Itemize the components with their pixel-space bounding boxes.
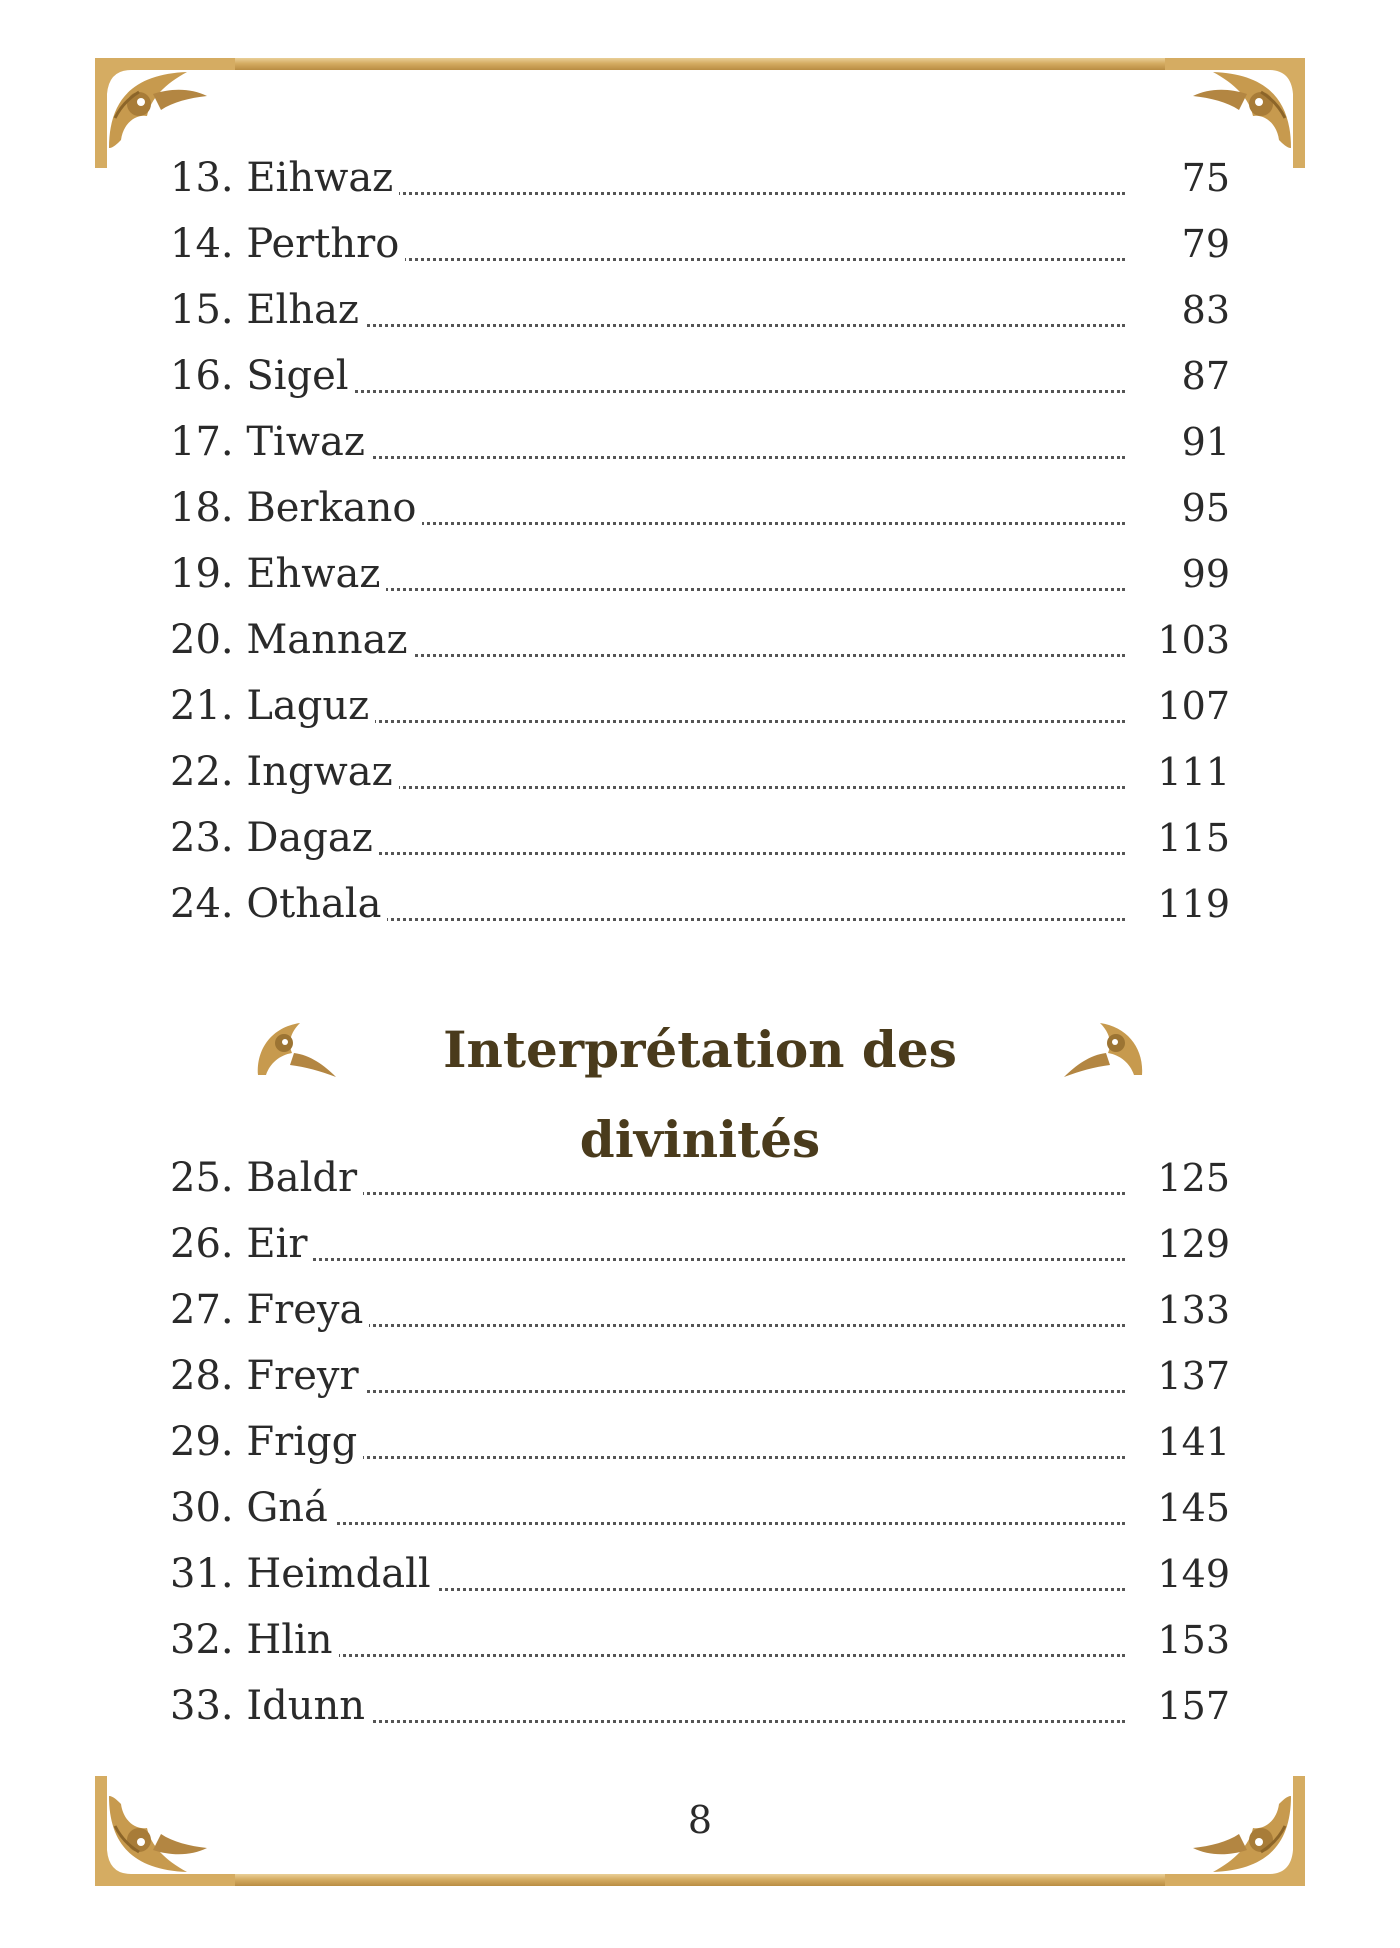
- toc-entry[interactable]: [170, 214, 1230, 274]
- toc-entry[interactable]: [170, 544, 1230, 604]
- toc-entry-title: 23. Dagaz: [170, 808, 379, 868]
- toc-entry[interactable]: [170, 1148, 1230, 1208]
- toc-entry[interactable]: [170, 1280, 1230, 1340]
- toc-entry[interactable]: [170, 1610, 1230, 1670]
- bird-head-ornament-icon: [250, 1013, 340, 1083]
- toc-entry-page: 95: [1181, 486, 1230, 530]
- toc-entry[interactable]: [170, 1214, 1230, 1274]
- toc-entry[interactable]: [170, 742, 1230, 802]
- toc-entry-title: 16. Sigel: [170, 346, 355, 406]
- bird-head-ornament-icon: [1060, 1013, 1150, 1083]
- toc-entry-title: 15. Elhaz: [170, 280, 365, 340]
- toc-entry[interactable]: [170, 1412, 1230, 1472]
- toc-entry-title: 26. Eir: [170, 1214, 313, 1274]
- toc-entry-page: 79: [1181, 222, 1230, 266]
- toc-entry-title: 25. Baldr: [170, 1148, 363, 1208]
- corner-ornament-icon: [95, 1776, 235, 1886]
- page-number: 8: [687, 1798, 713, 1842]
- toc-entry-title: 28. Freyr: [170, 1346, 365, 1406]
- toc-entry-page: 119: [1157, 882, 1230, 926]
- toc-entry[interactable]: [170, 610, 1230, 670]
- top-gold-border: [95, 58, 1305, 70]
- toc-entry-page: 133: [1157, 1288, 1230, 1332]
- toc-entry-title: 19. Ehwaz: [170, 544, 386, 604]
- toc-entry[interactable]: [170, 280, 1230, 340]
- toc-entry-title: 21. Laguz: [170, 676, 375, 736]
- toc-entry[interactable]: [170, 478, 1230, 538]
- toc-entry[interactable]: [170, 808, 1230, 868]
- toc-entry-page: 87: [1181, 354, 1230, 398]
- corner-ornament-icon: [1165, 1776, 1305, 1886]
- toc-entry-page: 83: [1181, 288, 1230, 332]
- toc-entry[interactable]: [170, 148, 1230, 208]
- toc-entry-title: 13. Eihwaz: [170, 148, 399, 208]
- toc-entry-page: 145: [1157, 1486, 1230, 1530]
- toc-entry-page: 149: [1157, 1552, 1230, 1596]
- toc-entry[interactable]: [170, 676, 1230, 736]
- toc-entry-title: 18. Berkano: [170, 478, 422, 538]
- toc-entry[interactable]: [170, 1478, 1230, 1538]
- toc-entry-title: 27. Freya: [170, 1280, 369, 1340]
- toc-entry-page: 129: [1157, 1222, 1230, 1266]
- toc-entry[interactable]: [170, 1676, 1230, 1736]
- toc-entry-page: 125: [1157, 1156, 1230, 1200]
- toc-entry-title: 20. Mannaz: [170, 610, 414, 670]
- toc-entry-title: 29. Frigg: [170, 1412, 363, 1472]
- toc-entry[interactable]: [170, 1346, 1230, 1406]
- toc-entry-title: 33. Idunn: [170, 1676, 371, 1736]
- toc-entry-page: 115: [1157, 816, 1230, 860]
- toc-entry[interactable]: [170, 1544, 1230, 1604]
- toc-entry[interactable]: [170, 874, 1230, 934]
- toc-entry-page: 91: [1181, 420, 1230, 464]
- toc-entry-title: 22. Ingwaz: [170, 742, 399, 802]
- section-heading-text: Interprétation des divinités: [443, 1020, 957, 1169]
- toc-entry-title: 24. Othala: [170, 874, 387, 934]
- bottom-gold-border: [95, 1874, 1305, 1886]
- toc-entry-title: 31. Heimdall: [170, 1544, 437, 1604]
- toc-entry-page: 99: [1181, 552, 1230, 596]
- toc-entry-page: 111: [1157, 750, 1230, 794]
- toc-entry[interactable]: [170, 346, 1230, 406]
- toc-entry-title: 32. Hlin: [170, 1610, 339, 1670]
- toc-entry-page: 75: [1181, 156, 1230, 200]
- toc-entry-title: 14. Perthro: [170, 214, 405, 274]
- toc-entry-page: 153: [1157, 1618, 1230, 1662]
- toc-entry-title: 30. Gná: [170, 1478, 334, 1538]
- toc-entry-title: 17. Tiwaz: [170, 412, 371, 472]
- toc-entry-page: 137: [1157, 1354, 1230, 1398]
- toc-entry-page: 103: [1157, 618, 1230, 662]
- toc-entry-page: 107: [1157, 684, 1230, 728]
- toc-entry-page: 141: [1157, 1420, 1230, 1464]
- toc-entry-page: 157: [1157, 1684, 1230, 1728]
- section-heading: [250, 1005, 1150, 1169]
- toc-entry[interactable]: [170, 412, 1230, 472]
